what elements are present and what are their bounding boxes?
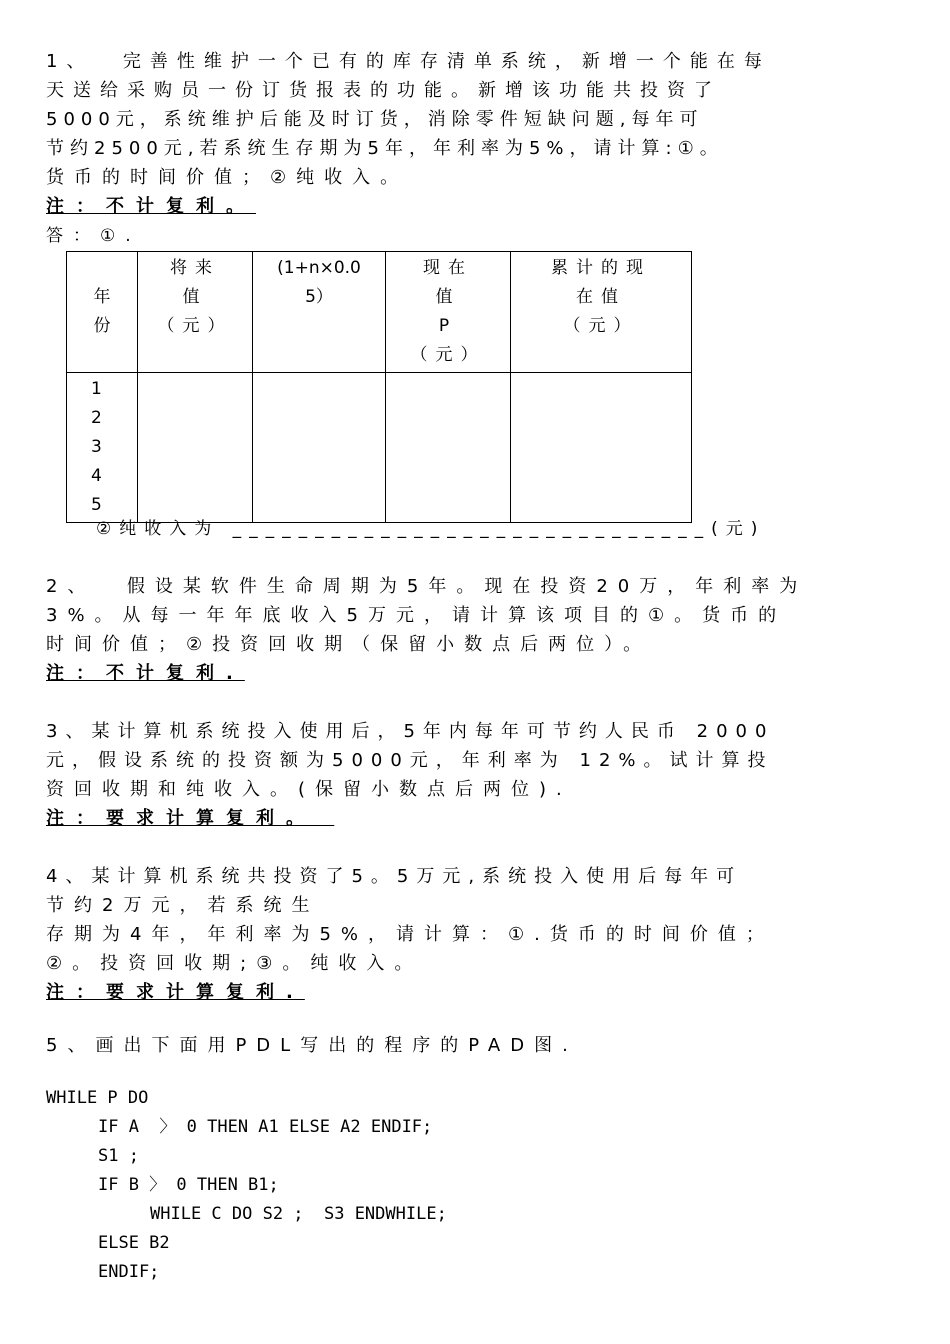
q4-line-3: 存期为4年，年利率为5%，请计算：①.货币的时间价值； [46,924,774,945]
q3-line-3: 资回收期和纯收入。(保留小数点后两位). [46,779,572,800]
header-factor-line-1: (1+n×0.0 [277,258,361,278]
present-value-cell[interactable] [386,373,511,523]
pdl-line-6: ELSE B2 [98,1233,170,1253]
q1-note: 注：不计复利。 [46,196,256,217]
pdl-line-7: ENDIF; [98,1262,160,1282]
q1-calculation-table [66,251,692,523]
header-cumulative-line-3: （元） [563,316,639,336]
header-present-value-line-1: 现在 [423,258,473,278]
header-future-value [138,252,253,373]
q4-line-1: 4、某计算机系统共投资了5。5万元,系统投入使用后每年可 [46,866,743,887]
header-present-value-line-2: 值 [435,287,461,307]
pdl-line-2: IF A 〉 0 THEN A1 ELSE A2 ENDIF; [98,1117,433,1137]
header-cumulative-present-value [511,252,692,373]
q2-note: 注：不计复利. [46,663,245,684]
table-header-row [67,252,692,373]
header-year-line-2: 份 [93,316,111,336]
pdl-line-4: IF B 〉 0 THEN B1; [98,1175,279,1195]
header-present-value [386,252,511,373]
q3-line-2: 元，假设系统的投资额为5000元，年利率为 12%。试计算投 [46,750,774,771]
q3-note: 注：要求计算复利。 [46,808,335,829]
q2-line-1: 2、 假设某软件生命周期为5年。现在投资20万，年利率为 [46,576,808,597]
header-cumulative-line-2: 在值 [576,287,626,307]
q2-line-2: 3%。从每一年年底收入5万元，请计算该项目的①。货币的 [46,605,787,626]
year-4: 4 [91,466,102,486]
q1-line-3: 5000元，系统维护后能及时订货，消除零件短缺问题,每年可 [46,109,704,130]
q5-title: 5、画出下面用PDL写出的程序的PAD图. [46,1035,578,1056]
q3-line-1: 3、某计算机系统投入使用后，5年内每年可节约人民币 2000 [46,721,775,742]
q4-note: 注：要求计算复利. [46,982,305,1003]
q1-line-5: 货币的时间价值；②纯收入。 [46,167,409,188]
cumulative-present-value-cell[interactable] [511,373,692,523]
year-2: 2 [91,408,102,428]
table-body-row [67,373,692,523]
header-year [67,252,138,373]
header-future-value-line-1: 将来 [170,258,220,278]
pdl-line-1: WHILE P DO [46,1088,149,1108]
year-column [67,373,138,523]
future-value-cell[interactable] [138,373,253,523]
year-3: 3 [91,437,102,457]
pdl-line-5: WHILE C DO S2 ; S3 ENDWHILE; [150,1204,447,1224]
header-factor [253,252,386,373]
header-present-value-line-4: （元） [410,345,486,365]
q4-line-4: ②。投资回收期;③。纯收入。 [46,953,423,974]
q1-net-income-blank: ②纯收入为 _____________________________(元) [96,519,766,539]
q1-line-4: 节约2500元,若系统生存期为5年，年利率为5%，请计算:①。 [46,138,724,159]
header-future-value-line-3: （元） [157,316,233,336]
pdl-line-3: S1 ; [98,1146,139,1166]
year-1: 1 [91,379,102,399]
header-year-line-1: 年 [93,287,111,307]
q1-line-1: 1、 完善性维护一个已有的库存清单系统，新增一个能在每 [46,51,771,72]
q2-line-3: 时间价值；②投资回收期（保留小数点后两位）。 [46,634,652,655]
header-future-value-line-2: 值 [182,287,208,307]
header-cumulative-line-1: 累计的现 [551,258,651,278]
header-factor-line-2: 5） [305,287,333,307]
q4-line-2: 节约2万元，若系统生 [46,895,320,916]
q1-answer-label: 答：①. [46,226,141,246]
q1-line-2: 天送给采购员一份订货报表的功能。新增该功能共投资了 [46,80,721,101]
header-present-value-line-3: P [438,316,458,336]
factor-cell[interactable] [253,373,386,523]
year-5: 5 [91,495,102,515]
